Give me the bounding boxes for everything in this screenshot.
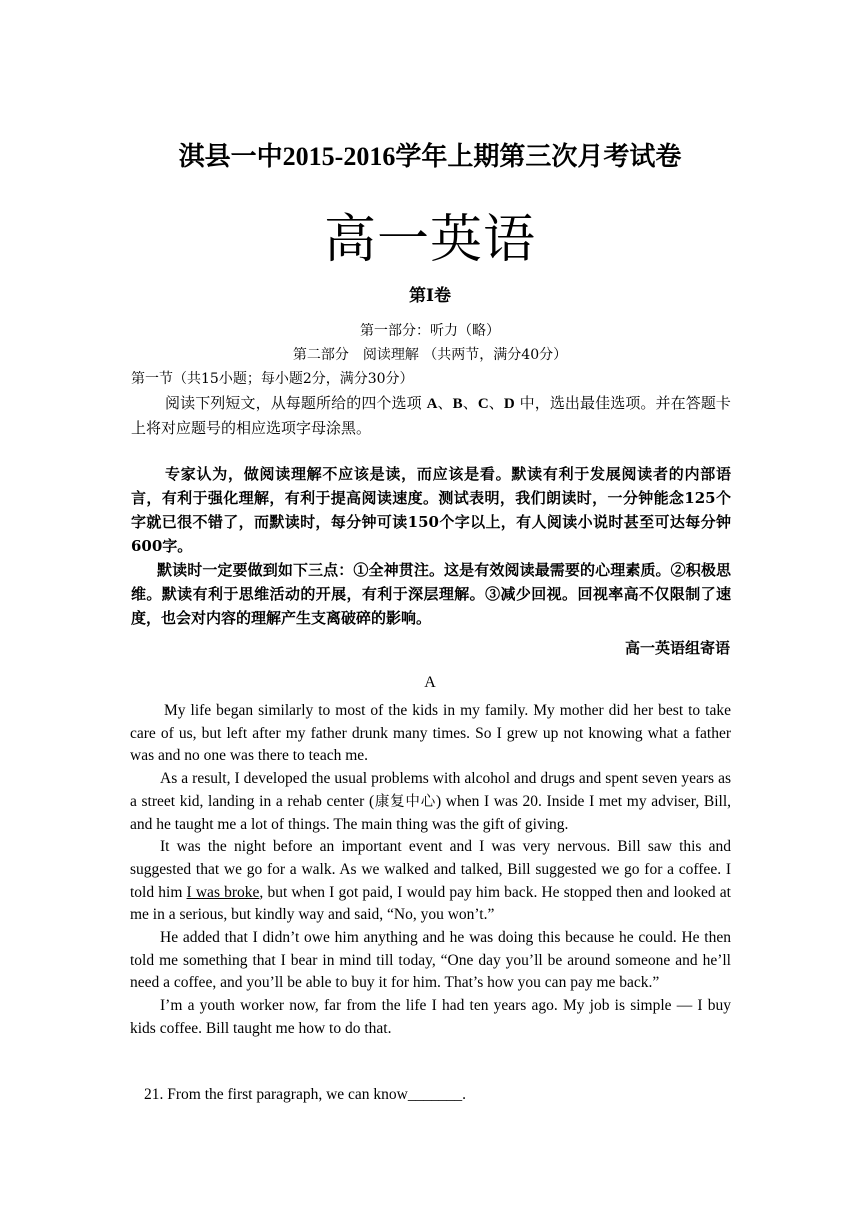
instructions-text xyxy=(131,391,731,440)
option-b: B xyxy=(452,396,463,412)
passage-paragraph-1: My life began similarly to most of the kids in my family. My mother did her best to take care of us, but left after my father drunk many times. So I grew up not knowing what a father was and no one was there to teach me. xyxy=(130,702,731,765)
volume-label: 第Ⅰ卷 xyxy=(409,286,451,306)
separator: 、 xyxy=(488,394,504,412)
separator: 、 xyxy=(437,394,453,412)
question-21: 21. From the first paragraph, we can know_______. xyxy=(144,1086,466,1103)
reading-tip-paragraph-2: 默读时一定要做到如下三点：①全神贯注。这是有效阅读最需要的心理素质。②积极思维。默读有利于思维活动的开展，有利于深层理解。③减少回视。回视率高不仅限制了速度，也会对内容的理解产生支离破碎的影响。 xyxy=(131,561,731,627)
passage-paragraph-3 xyxy=(130,836,731,927)
passage-paragraph-5: I’m a youth worker now, far from the life I had ten years ago. My job is simple — I buy kids coffee. Bill taught me how to do that. xyxy=(130,997,731,1037)
instructions-after: 中，选出最佳选项。并在答题卡上将对应题号的相应选项字母涂黑。 xyxy=(131,394,731,437)
underlined-phrase: I was broke xyxy=(186,883,260,901)
separator: 、 xyxy=(462,394,478,412)
option-a: A xyxy=(426,396,438,412)
passage-text: It was the night before an important event and I was very nervous. Bill saw this and suggested that we go for a walk. As we walked and talked, Bill suggested we go for a coffee. I told him xyxy=(130,838,731,901)
exam-title: 淇县一中2015-2016学年上期第三次月考试卷 xyxy=(178,142,682,171)
subject-title: 高一英语 xyxy=(323,210,536,270)
instructions-before: 阅读下列短文，从每题所给的四个选项 xyxy=(165,394,427,412)
passage-paragraph-2 xyxy=(130,768,731,836)
reading-tip-signature: 高一英语组寄语 xyxy=(624,639,730,657)
passage-text: As a result, I developed the usual problems with alcohol and drugs and spent seven years as a street kid, landing in a rehab center ( xyxy=(130,770,731,810)
option-c: C xyxy=(477,396,489,412)
passage-text: ) when I was 20. Inside I met my adviser, Bill, and he taught me a lot of things. The main thing was the gift of giving. xyxy=(130,792,731,833)
reading-tip-paragraph-1: 专家认为，做阅读理解不应该是读，而应该是看。默读有利于发展阅读者的内部语言，有利于强化理解，有利于提高阅读速度。测试表明，我们朗读时，一分钟能念125个字就已很不错了，而默读时，每分钟可读150个字以上，有人阅读小说时甚至可达每分钟600字。 xyxy=(131,465,731,555)
instructions xyxy=(131,391,731,440)
passage-label: A xyxy=(424,674,436,691)
part1-heading: 第一部分：听力（略） xyxy=(360,323,500,339)
section1-heading: 第一节（共15小题；每小题2分，满分30分） xyxy=(131,371,414,387)
option-d: D xyxy=(503,396,515,412)
part2-heading: 第二部分 阅读理解 （共两节，满分40分） xyxy=(292,347,568,363)
passage-a xyxy=(130,700,731,1041)
passage-paragraph-4: He added that I didn’t owe him anything and he was doing this because he could. He then told me something that I bear in mind till today, “One day you’ll be around someone and he’ll need a coffee, and you’ll be able to buy it for him. That’s how you can pay me back.” xyxy=(130,929,731,992)
passage-text: , but when I got paid, I would pay him back. He stopped then and looked at me in a serious, but kindly way and said, “No, you won’t.” xyxy=(130,883,731,924)
reading-tip xyxy=(131,462,731,630)
chinese-gloss: 康复中心 xyxy=(374,793,436,810)
